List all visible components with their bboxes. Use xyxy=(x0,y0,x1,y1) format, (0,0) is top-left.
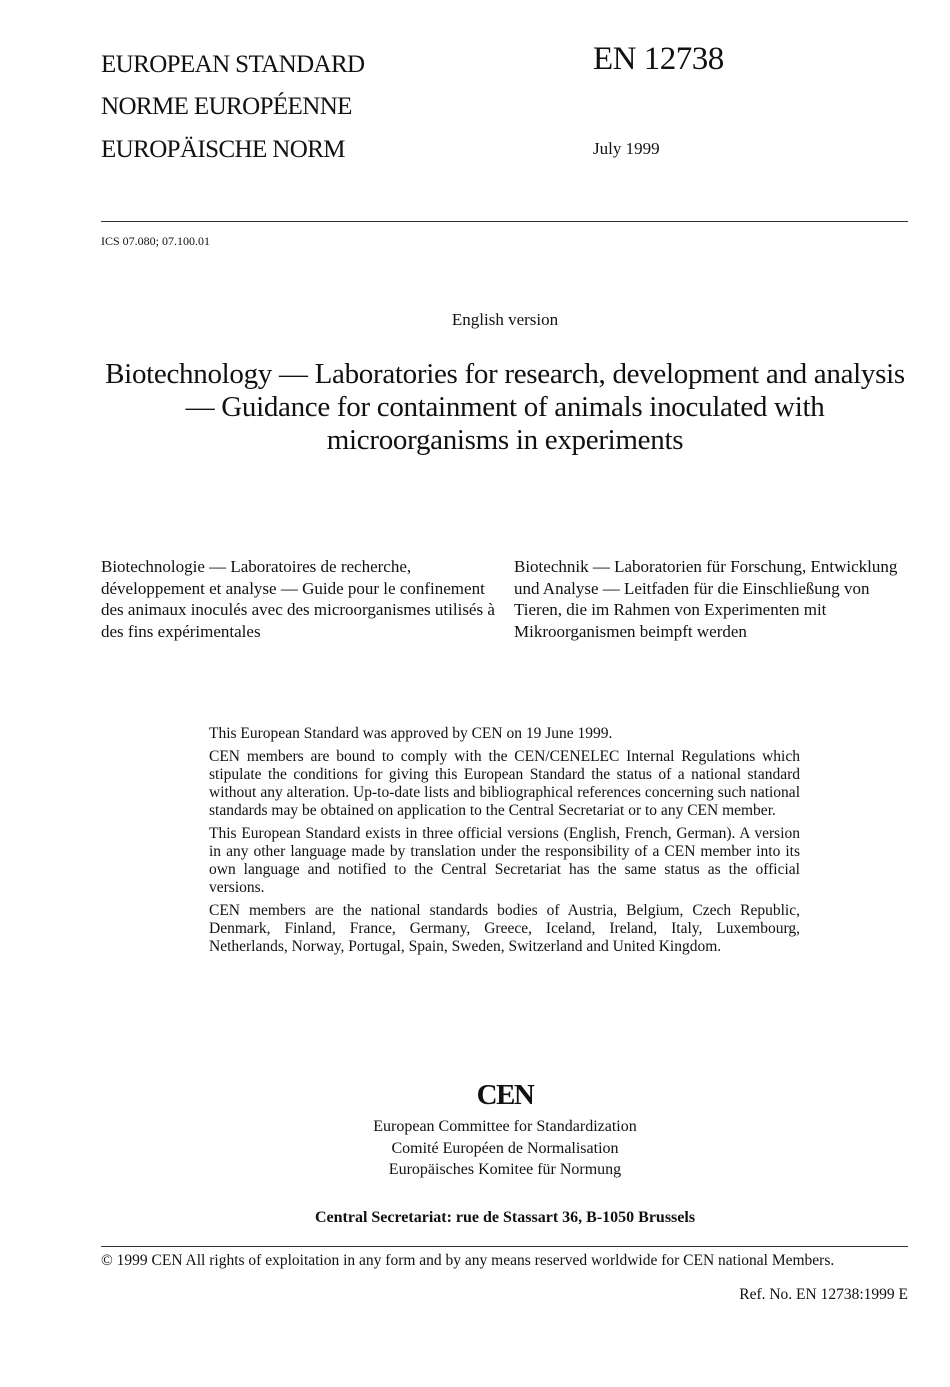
french-title: Biotechnologie — Laboratoires de recherche, développement et analyse — Guide pour le confinement des animaux inoculés avec des microorganismes utilisés à des fins expérimentales xyxy=(101,557,495,641)
standard-name-fr: NORME EUROPÉENNE xyxy=(101,93,352,120)
header-divider xyxy=(101,221,908,222)
committee-name-fr: Comité Européen de Normalisation xyxy=(391,1140,619,1157)
version-label: English version xyxy=(451,310,559,329)
german-title: Biotechnik — Laboratorien für Forschung, Entwicklung und Analyse — Leitfaden für die Einschließung von Tieren, die im Rahmen von Experimenten mit Mikroorganismen beimpft werden xyxy=(514,557,898,641)
document-title: Biotechnology — Laboratories for research, development and analysis — Guidance for containment of animals inoculated with microorganisms in experiments xyxy=(105,358,905,456)
cen-logo: CEN xyxy=(476,1079,534,1111)
standard-name-de: EUROPÄISCHE NORM xyxy=(101,136,345,163)
secretariat-address: Central Secretariat: rue de Stassart 36, B-1050 Brussels xyxy=(314,1209,696,1226)
approval-paragraph: This European Standard was approved by CEN on 19 June 1999. xyxy=(209,725,613,742)
ics-code: ICS 07.080; 07.100.01 xyxy=(101,234,211,248)
copyright-notice: © 1999 CEN All rights of exploitation in any form and by any means reserved worldwide for CEN national Members. xyxy=(101,1252,835,1269)
reference-number: Ref. No. EN 12738:1999 E xyxy=(739,1286,908,1303)
approval-notes xyxy=(209,725,800,961)
committee-name-de: Europäisches Komitee für Normung xyxy=(388,1161,622,1178)
standard-number: EN 12738 xyxy=(593,41,724,77)
publication-date: July 1999 xyxy=(593,139,660,158)
footer-divider xyxy=(101,1246,908,1247)
standard-name-en: EUROPEAN STANDARD xyxy=(101,51,365,78)
approval-paragraph: CEN members are bound to comply with the CEN/CENELEC Internal Regulations which stipulate the conditions for giving this European Standard the status of a national standard without any alteration. Up-to-date lists and bibliographical references concerning such national standards may be obtained on application to the Central Secretariat or to any CEN member. xyxy=(209,748,800,819)
approval-paragraph: CEN members are the national standards bodies of Austria, Belgium, Czech Republic, Denmark, Finland, France, Germany, Greece, Iceland, Ireland, Italy, Luxembourg, Netherlands, Norway, Portugal, Spain, Sweden, Switzerland and United Kingdom. xyxy=(209,902,800,955)
approval-paragraph: This European Standard exists in three official versions (English, French, German). A version in any other language made by translation under the responsibility of a CEN member into its own language and notified to the Central Secretariat has the same status as the official versions. xyxy=(209,825,800,896)
committee-name-en: European Committee for Standardization xyxy=(373,1118,637,1135)
